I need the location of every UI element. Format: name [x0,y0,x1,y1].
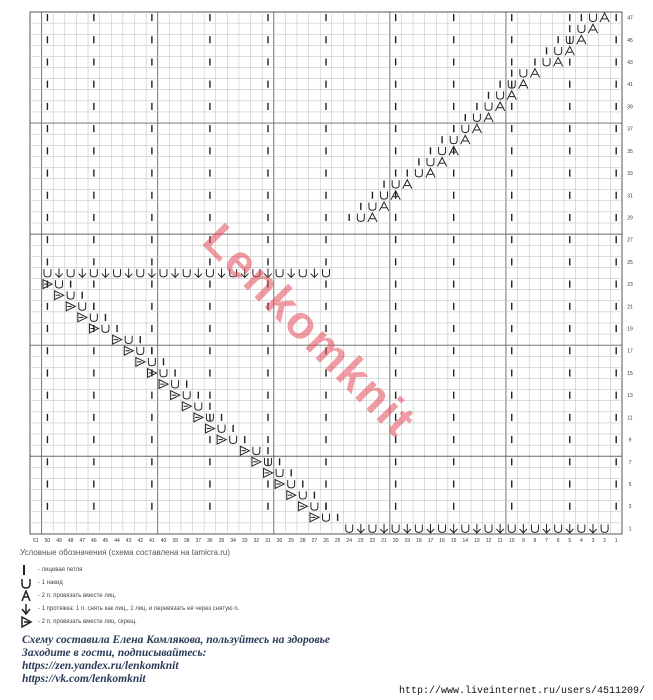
credits-link[interactable]: https://zen.yandex.ru/lenkomknit [22,660,179,672]
column-label: 39 [172,538,178,544]
row-label: 21 [627,304,633,311]
ssk-icon [20,616,34,628]
column-label: 34 [230,538,236,544]
row-label: 11 [627,415,633,422]
row-label: 43 [627,59,633,66]
row-label: 17 [627,348,633,355]
source-url[interactable]: http://www.liveinternet.ru/users/4511209/ [398,686,645,697]
knit-stitch-icon [20,564,34,576]
column-label: 51 [33,538,39,544]
column-label: 48 [67,538,74,544]
column-label: 27 [311,538,318,544]
legend-text: - 2 п. провязать вместе лиц. [38,592,117,599]
column-label: 10 [508,538,515,544]
column-label: 15 [450,538,457,544]
yarn-over-icon [20,577,34,589]
column-label: 2 [603,538,606,544]
row-label: 45 [627,37,633,44]
legend-text: - 1 накид [38,579,63,586]
column-label: 42 [137,538,144,544]
credits [22,634,330,686]
legend-item [20,576,620,589]
column-label: 45 [102,538,109,544]
row-label: 41 [627,82,633,89]
column-label: 6 [556,538,560,544]
row-label: 13 [627,393,633,400]
row-label: 47 [627,15,633,22]
row-label: 27 [627,237,633,244]
column-label: 3 [591,538,595,544]
column-label: 46 [91,538,97,544]
column-label: 40 [160,538,167,544]
column-label: 30 [276,538,283,544]
column-label: 25 [334,538,341,544]
row-label: 23 [627,282,633,289]
column-label: 19 [404,538,411,544]
legend-text: - 2 п. провязать вместе лиц. скрещ. [38,618,137,625]
legend-title: Условные обозначения (схема составлена на tamicra.ru) [20,548,230,557]
column-label: 1 [614,538,618,544]
column-label: 17 [427,538,434,544]
column-label: 35 [218,538,225,544]
watermark: Lenkomknit [193,213,427,447]
column-label: 4 [579,538,583,544]
column-label: 18 [416,538,422,544]
column-label: 38 [183,538,190,544]
k2tog-icon [20,590,34,602]
row-label: 9 [628,437,632,444]
column-label: 23 [358,538,364,544]
legend [20,548,620,628]
column-label: 26 [323,538,329,544]
row-label: 1 [628,526,632,533]
row-label: 5 [628,482,632,489]
column-label: 28 [300,538,306,544]
column-label: 29 [288,538,294,544]
column-label: 32 [253,538,260,544]
chart-frame [30,12,622,534]
column-label: 22 [369,538,376,544]
credits-link[interactable]: https://vk.com/lenkomknit [22,673,146,685]
legend-text: - лицевая петля [38,566,83,573]
column-label: 7 [545,538,548,544]
row-label: 31 [627,193,633,200]
decrease-arrow-icon [20,603,34,615]
column-label: 47 [79,538,86,544]
row-label: 39 [627,104,633,111]
row-label: 35 [627,148,633,155]
row-label: 25 [627,259,633,266]
legend-item [20,602,620,615]
column-label: 43 [125,538,132,544]
column-label: 36 [207,538,213,544]
column-label: 31 [265,538,271,544]
legend-text: - 1 протяжка: 1 п. снять как лиц., 1 лиц. и перевязать её через снятую п. [38,605,240,612]
column-label: 16 [439,538,445,544]
row-label: 33 [627,171,633,178]
row-label: 19 [627,326,633,333]
column-label: 49 [56,538,62,544]
row-label: 29 [627,215,633,222]
column-label: 24 [346,538,352,544]
column-label: 12 [485,538,492,544]
column-label: 21 [381,538,387,544]
column-label: 44 [114,538,120,544]
column-label: 14 [462,538,469,544]
row-label: 37 [627,126,633,133]
legend-item [20,589,620,602]
column-label: 41 [149,538,155,544]
column-label: 8 [533,538,537,544]
column-label: 20 [392,538,399,544]
row-label: 3 [628,504,632,511]
column-label: 33 [241,538,248,544]
credits-line: Заходите в гости, подписывайтесь: [22,647,207,659]
legend-item [20,615,620,628]
column-label: 50 [44,538,51,544]
column-label: 13 [474,538,480,544]
column-label: 5 [568,538,572,544]
column-label: 37 [195,538,202,544]
row-label: 15 [627,370,633,377]
column-label: 9 [521,538,525,544]
row-label: 7 [628,459,632,466]
legend-item [20,563,620,576]
column-label: 11 [497,538,503,544]
credits-line: Схему составила Елена Комлякова, пользуйтесь на здоровье [22,634,330,646]
